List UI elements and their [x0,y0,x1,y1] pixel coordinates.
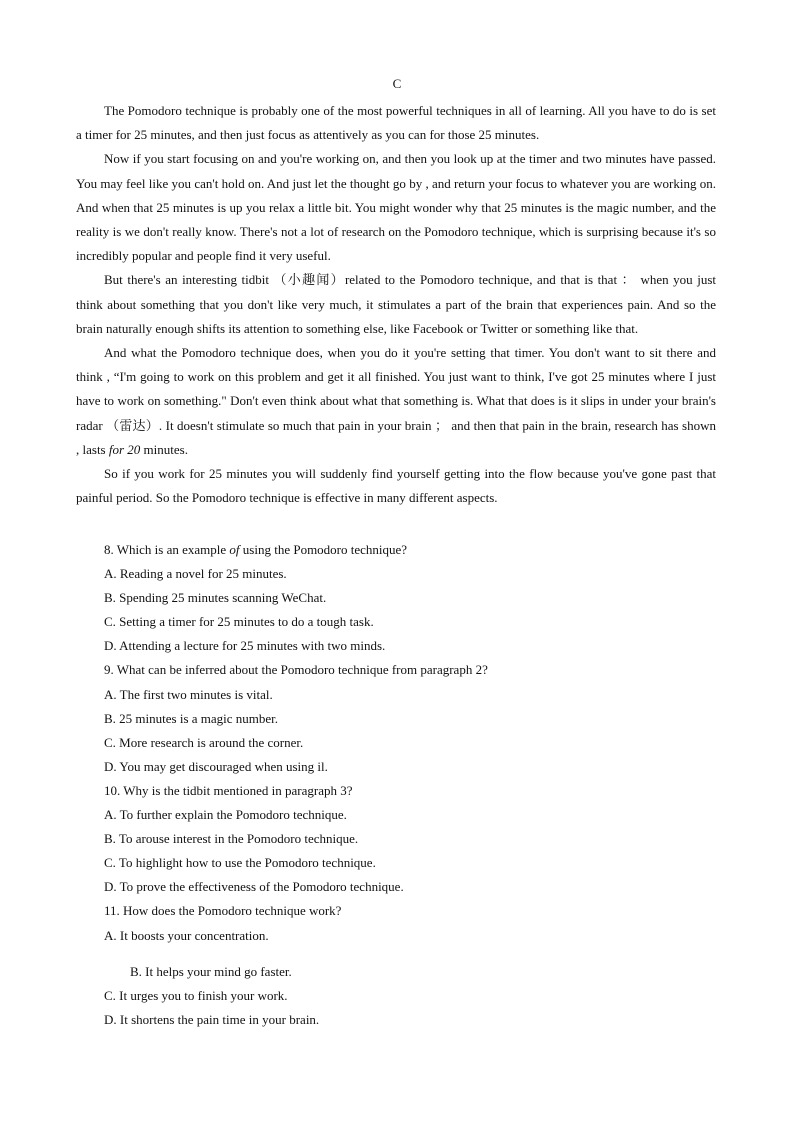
question-10-option-a: A. To further explain the Pomodoro technique. [104,807,347,823]
question-9-option-d: D. You may get discouraged when using il. [104,758,328,774]
question-9-option-a: A. The first two minutes is vital. [104,686,273,702]
question-11-gap [104,948,716,961]
question-11-option-d: D. It shortens the pain time in your brain. [104,1012,320,1028]
question-9-option-b: B. 25 minutes is a magic number. [104,710,279,726]
question-10-option-c: C. To highlight how to use the Pomodoro technique. [104,855,376,871]
question-8-stem [104,538,716,562]
question-9-option-c: C. More research is around the corner. [104,734,304,750]
question-list [104,538,716,1032]
question-11-option-c: C. It urges you to finish your work. [104,988,288,1004]
question-8-option-c: C. Setting a timer for 25 minutes to do a tough task. [104,614,374,630]
section-heading: C [392,76,402,91]
paragraph-4-text: And what the Pomodoro technique does, when you do it you're setting that timer. You don't want to sit there and think , “I'm going to work on this problem and get it all finished. You just want to think, I've got 25 minutes where I just have to work on something." Don't even think about what that something is. What that does is it slips in under your brain's radar （雷达）. It doesn't stimulate so much that pain in your brain ； and then that pain in the brain, research has shown , lasts [76,345,716,457]
question-10-stem: 10. Why is the tidbit mentioned in paragraph 3? [104,782,353,798]
question-10-option-d: D. To prove the effectiveness of the Pomodoro technique. [104,879,404,895]
paragraph-5: So if you work for 25 minutes you will suddenly find yourself getting into the flow because you've gone past that painful period. So the Pomodoro technique is effective in many different aspects. [76,466,716,506]
paragraph-4-italic: for 20 [108,441,141,457]
question-8-option-b: B. Spending 25 minutes scanning WeChat. [104,590,327,606]
paragraph-3: But there's an interesting tidbit （小趣闻）related to the Pomodoro technique, and that is that ： when you just think about something that you don't like very much, it stimulates a part of the brain that experiences pain. And so the brain naturally enough shifts its attention to something else, like Facebook or Twitter or something like that. [76,272,716,336]
question-8-option-a: A. Reading a novel for 25 minutes. [104,566,287,582]
question-8-stem-italic: of [229,542,240,557]
paragraph-4-end: minutes. [140,441,188,457]
question-10-option-b: B. To arouse interest in the Pomodoro technique. [104,831,359,847]
paragraph-2: Now if you start focusing on and you're working on, and then you look up at the timer and two minutes have passed. You may feel like you can't hold on. And just let the thought go by , and return your focus to whatever you are working on. And when that 25 minutes is up you relax a little bit. You might wonder why that 25 minutes is the magic number, and the reality is we don't really know. There's not a lot of research on the Pomodoro technique, which is surprising because it's so incredibly popular and people find it very useful. [76,151,716,264]
paragraph-1: The Pomodoro technique is probably one of the most powerful techniques in all of learning. All you have to do is set a timer for 25 minutes, and then just focus as attentively as you can for those 25 minutes. [76,103,716,143]
reading-passage [76,99,716,510]
question-11-option-b: B. It helps your mind go faster. [130,964,292,980]
question-9-stem: 9. What can be inferred about the Pomodoro technique from paragraph 2? [104,662,488,678]
question-11-stem: 11. How does the Pomodoro technique work? [104,903,342,919]
question-11-option-a: A. It boosts your concentration. [104,927,269,943]
paragraph-4 [76,341,716,462]
question-8-option-d: D. Attending a lecture for 25 minutes with two minds. [104,638,386,654]
question-8-stem-part-a: 8. Which is an example [104,542,230,557]
question-8-stem-part-b: using the Pomodoro technique? [239,542,408,557]
